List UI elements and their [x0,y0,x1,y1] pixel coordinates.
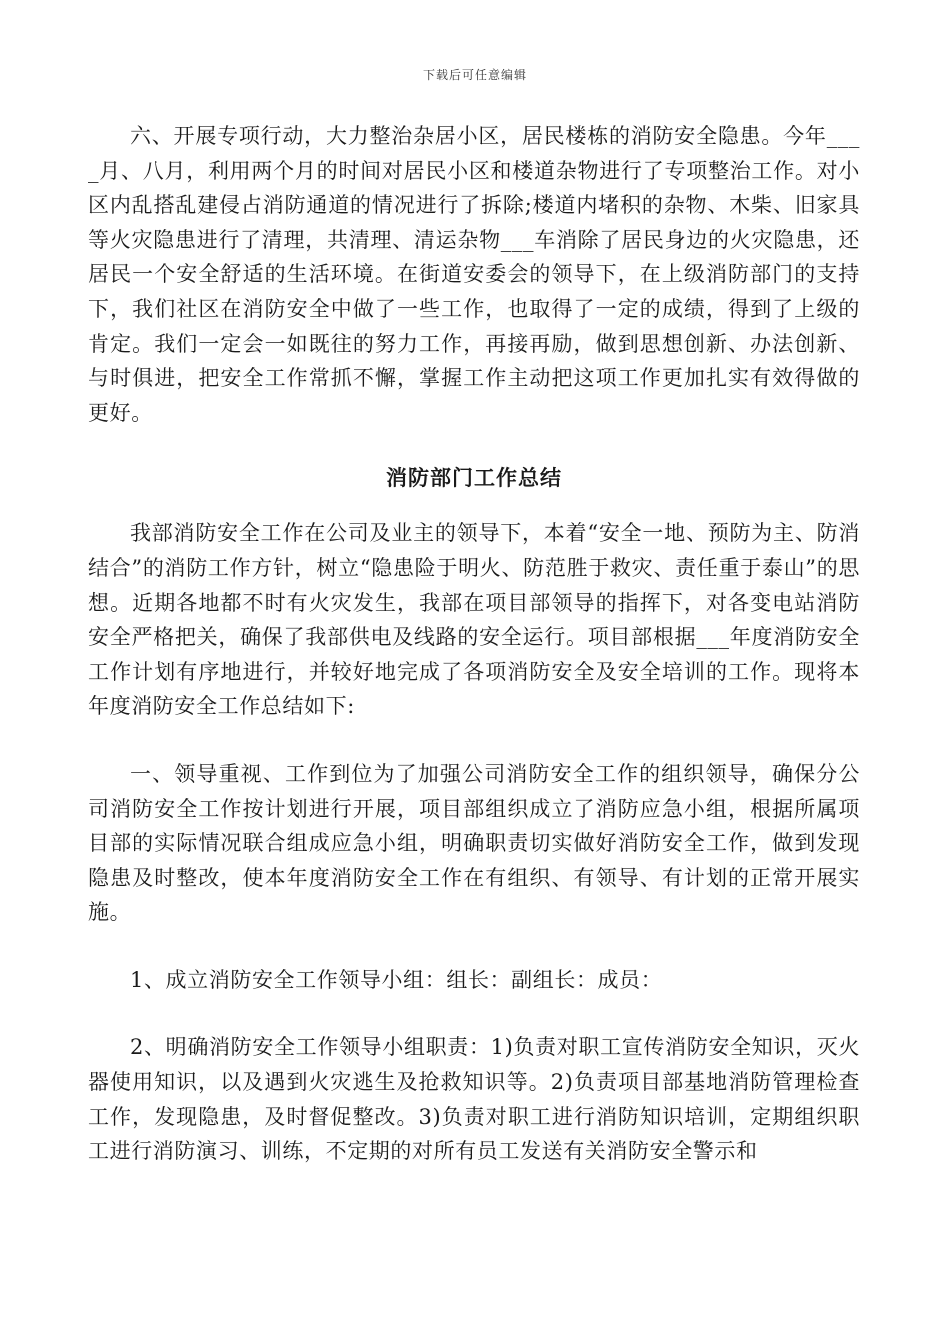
paragraph-team-duties: 2、明确消防安全工作领导小组职责：1)负责对职工宣传消防安全知识，灭火器使用知识，以及遇到火灾逃生及抢救知识等。2)负责项目部基地消防管理检查工作，发现隐患，及时督促整改。3)负责对职工进行消防知识培训，定期组织职工进行消防演习、训练，不定期的对所有员工发送有关消防安全警示和 [88,1035,860,1164]
header-note: 下载后可任意编辑 [422,68,527,82]
document-body [88,119,860,1169]
section-title: 消防部门工作总结 [386,465,562,491]
paragraph-leadership: 一、领导重视、工作到位为了加强公司消防安全工作的组织领导，确保分公司消防安全工作按计划进行开展，项目部组织成立了消防应急小组，根据所属项目部的实际情况联合组成应急小组，明确职责切实做好消防安全工作，做到发现隐患及时整改，使本年度消防安全工作在有组织、有领导、有计划的正常开展实施。 [88,761,860,925]
paragraph-intro: 我部消防安全工作在公司及业主的领导下，本着“安全一地、预防为主、防消结合”的消防工作方针，树立“隐患险于明火、防范胜于救灾、责任重于泰山”的思想。近期各地都不时有火灾发生，我部在项目部领导的指挥下，对各变电站消防安全严格把关，确保了我部供电及线路的安全运行。项目部根据___年度消防安全工作计划有序地进行，并较好地完成了各项消防安全及安全培训的工作。现将本年度消防安全工作总结如下: [88,521,860,719]
paragraph-special-action: 六、开展专项行动，大力整治杂居小区，居民楼栋的消防安全隐患。今年____月、八月，利用两个月的时间对居民小区和楼道杂物进行了专项整治工作。对小区内乱搭乱建侵占消防通道的情况进行了拆除;楼道内堵积的杂物、木柴、旧家具等火灾隐患进行了清理，共清理、清运杂物___车消除了居民身边的火灾隐患，还居民一个安全舒适的生活环境。在街道安委会的领导下，在上级消防部门的支持下，我们社区在消防安全中做了一些工作，也取得了一定的成绩，得到了上级的肯定。我们一定会一如既往的努力工作，再接再励，做到思想创新、办法创新、与时俱进，把安全工作常抓不懈，掌握工作主动把这项工作更加扎实有效得做的更好。 [88,124,860,425]
paragraph-team-setup: 1、成立消防安全工作领导小组：组长：副组长：成员： [130,967,663,992]
